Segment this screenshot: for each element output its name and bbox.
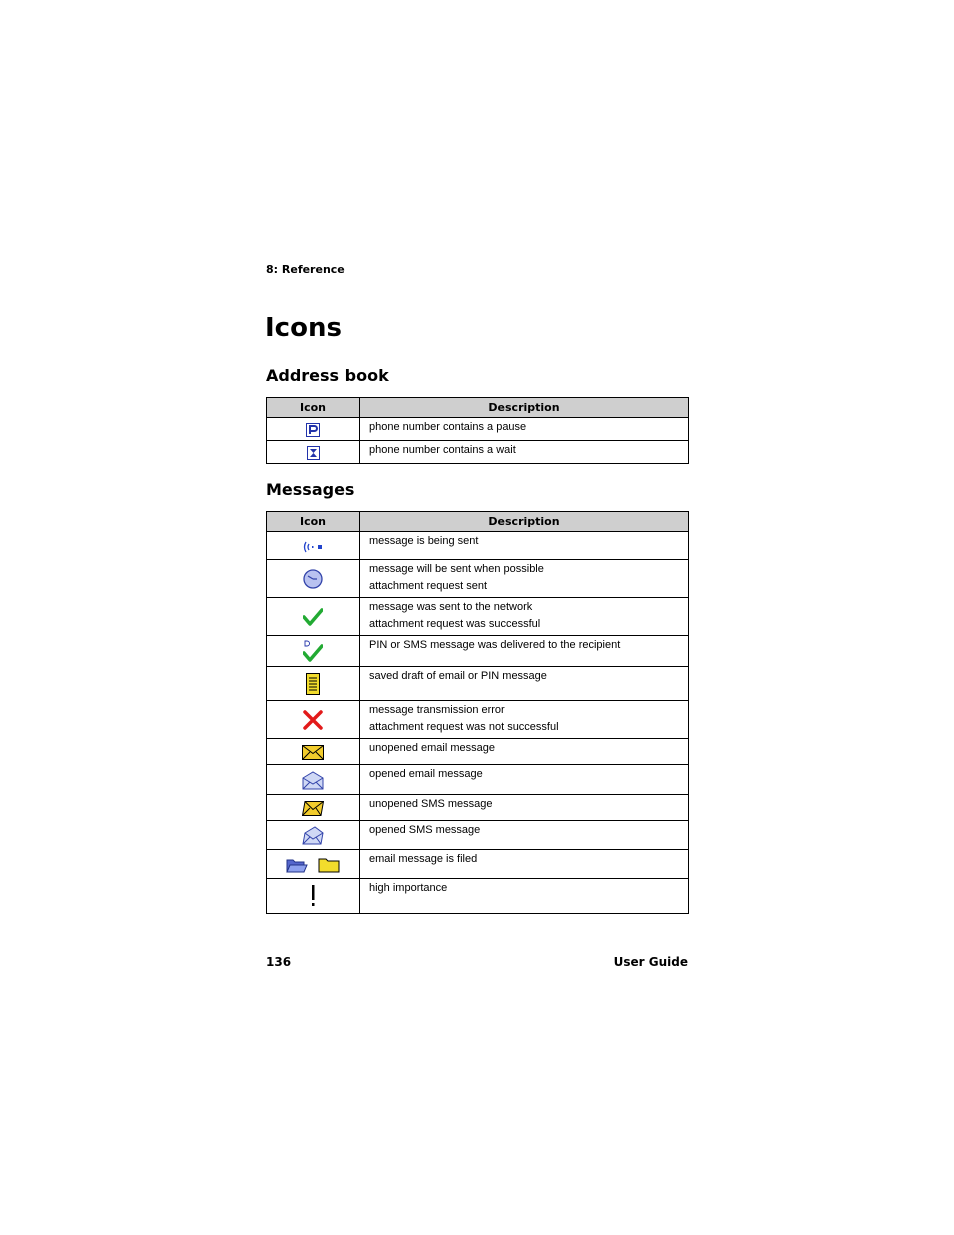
description-text: high importance	[369, 882, 448, 894]
table-row	[267, 765, 689, 795]
opened-sms-icon	[302, 826, 324, 845]
wait-icon	[307, 446, 320, 460]
error-x-icon	[303, 710, 323, 730]
table-row	[267, 821, 689, 850]
description-text: phone number contains a wait	[369, 444, 516, 456]
closed-folder-icon	[318, 857, 340, 873]
guide-title: User Guide	[613, 955, 688, 969]
description-text: unopened SMS message	[369, 798, 493, 810]
table-row	[267, 739, 689, 765]
description-text: opened SMS message	[369, 824, 481, 836]
checkmark-icon	[303, 608, 323, 626]
messages-heading: Messages	[266, 480, 355, 499]
table-row	[267, 441, 689, 464]
description-text: unopened email message	[369, 742, 495, 754]
open-folder-icon	[286, 857, 308, 873]
running-head: 8: Reference	[266, 263, 345, 276]
address-book-table	[266, 397, 689, 464]
delivered-checkmark-icon	[303, 640, 323, 662]
address-book-heading: Address book	[266, 366, 389, 385]
description-text: opened email message	[369, 768, 483, 780]
description-text: message was sent to the network	[369, 601, 533, 613]
column-header-icon: Icon	[267, 512, 360, 532]
table-row	[267, 418, 689, 441]
page-number: 136	[266, 955, 292, 969]
description-text: message transmission error	[369, 704, 505, 716]
description-text: attachment request sent	[369, 580, 488, 592]
description-text: PIN or SMS message was delivered to the recipient	[369, 639, 621, 651]
table-row	[267, 560, 689, 598]
sending-icon	[302, 540, 324, 554]
description-text: saved draft of email or PIN message	[369, 670, 547, 682]
column-header-description: Description	[360, 512, 689, 532]
description-text: email message is filed	[369, 853, 478, 865]
table-row	[267, 701, 689, 739]
opened-email-icon	[302, 771, 324, 790]
table-header-row	[267, 512, 689, 532]
table-row	[267, 795, 689, 821]
table-row	[267, 850, 689, 879]
exclamation-icon	[310, 885, 316, 907]
page-title: Icons	[265, 313, 342, 343]
table-header-row	[267, 398, 689, 418]
table-row	[267, 598, 689, 636]
column-header-icon: Icon	[267, 398, 360, 418]
description-text: phone number contains a pause	[369, 421, 527, 433]
unopened-sms-icon	[302, 801, 324, 816]
pause-icon	[306, 423, 320, 437]
table-row	[267, 636, 689, 667]
table-row	[267, 667, 689, 701]
table-row	[267, 532, 689, 560]
description-text: message is being sent	[369, 535, 479, 547]
table-row	[267, 879, 689, 914]
clock-icon	[303, 569, 323, 589]
description-text: message will be sent when possible	[369, 563, 544, 575]
draft-icon	[306, 673, 320, 695]
description-text: attachment request was not successful	[369, 721, 559, 733]
column-header-description: Description	[360, 398, 689, 418]
messages-table	[266, 511, 689, 914]
description-text: attachment request was successful	[369, 618, 541, 630]
unopened-email-icon	[302, 745, 324, 760]
